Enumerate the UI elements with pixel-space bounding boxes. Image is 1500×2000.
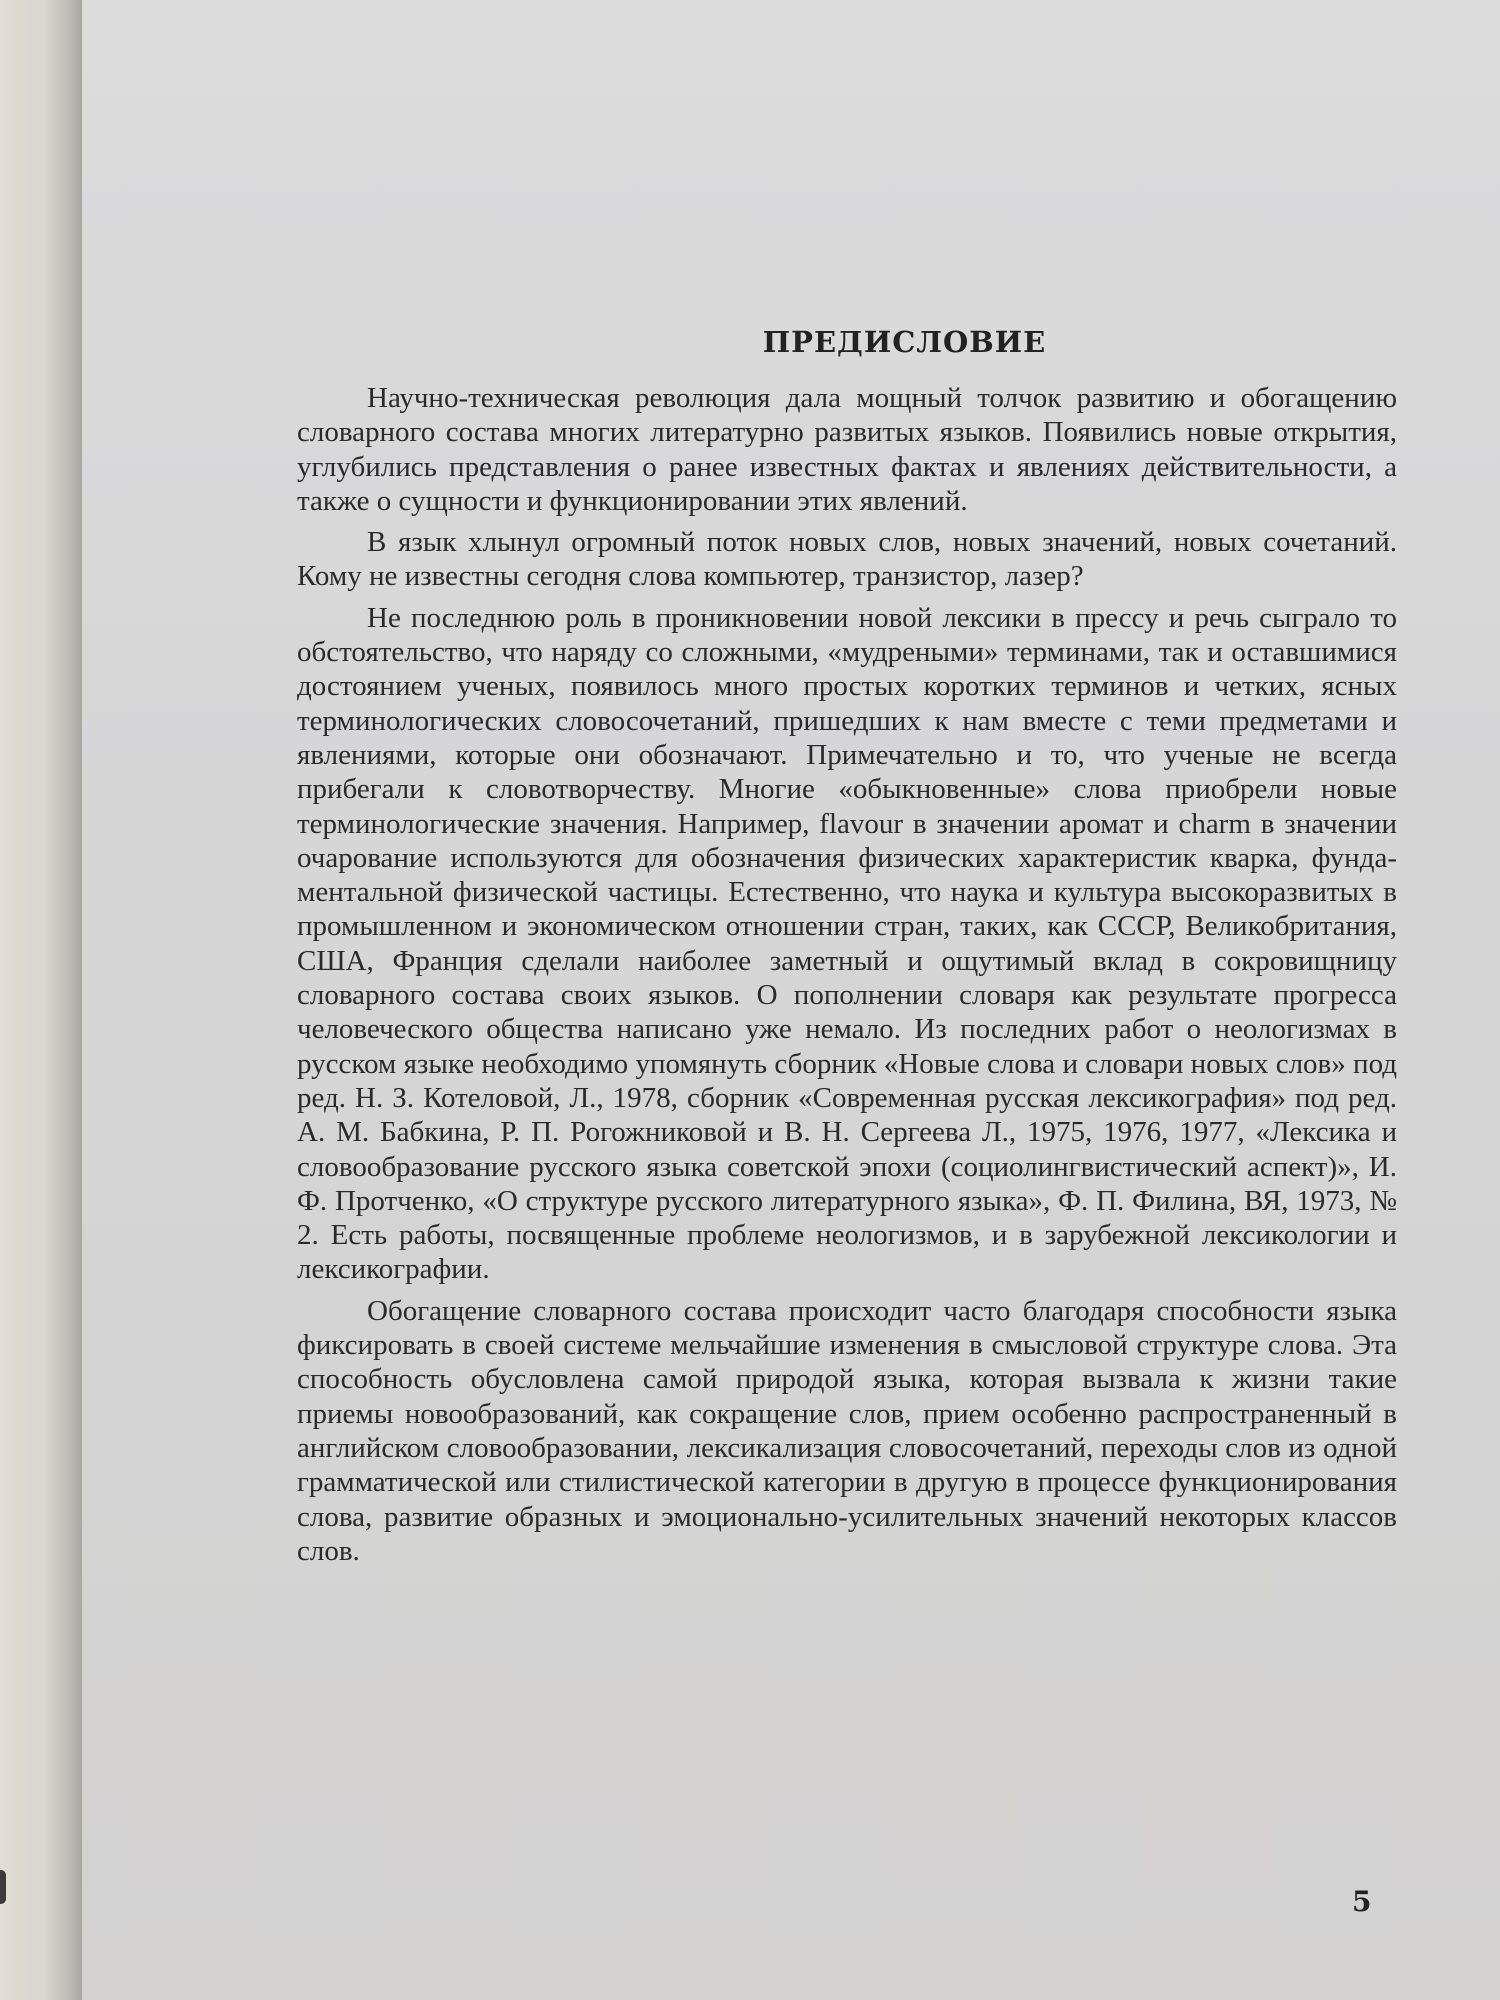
book-page [82, 0, 1500, 2000]
binding-mark [0, 1870, 6, 1904]
paragraph-3: Не последнюю роль в проникновении новой лексики в прессу и речь сыграло то обстоятельство, что наряду со сложными, «мудреными» терминами, так и оставшимися достоянием ученых, появилось много простых коротких терминов и четких, ясных терминологических словосочетаний, пришедших к нам вместе с теми предметами и явлениями, которые они обозначают. Примечательно и то, что ученые не всегда прибегали к словотворчеству. Многие «обыкновенные» слова приобрели новые терминологические значения. Например, flavour в значении аромат и charm в значении очарование используются для обозначения физических характеристик кварка, фундаментальной физической частицы. Естественно, что наука и культура высокоразвитых в промышленном и экономическом отношении стран, таких, как СССР, Великобритания, США, Франция сделали наиболее заметный и ощутимый вклад в сокровищницу словарного состава своих языков. О пополнении словаря как результате прогресса человеческого общества написано уже немало. Из последних работ о неологизмах в русском языке необходимо упомянуть сборник «Новые слова и словари новых слов» под ред. Н. З. Котеловой, Л., 1978, сборник «Современная русская лексикография» под ред. А. М. Бабкина, Р. П. Рогожниковой и В. Н. Сергеева Л., 1975, 1976, 1977, «Лексика и словообразование русского языка советской эпохи (социолингвистический аспект)», И. Ф. Протченко, «О структуре русского литературного языка», Ф. П. Филина, ВЯ, 1973, № 2. Есть работы, посвященные проблеме неологизмов, и в зарубежной лексикологии и лексикографии. [297, 601, 1397, 1286]
paragraph-1: Научно-техническая революция дала мощный толчок развитию и обогащению словарного состава многих литературно развитых языков. Появились новые открытия, углубились представления о ранее известных фактах и явлениях действительности, а также о сущности и функционировании этих явлений. [297, 382, 1397, 517]
page-title: ПРЕДИСЛОВИЕ [762, 325, 1047, 359]
paragraph-2: В язык хлынул огромный поток новых слов, новых значений, новых сочетаний. Кому не известны сегодня слова компьютер, транзистор, лазер? [297, 526, 1397, 593]
text-block [297, 325, 1397, 1575]
page-edge [0, 0, 82, 2000]
paragraph-4: Обогащение словарного состава происходит часто благодаря способности языка фиксировать в своей системе мельчайшие изменения в смысловой структуре слова. Эта способность обусловлена самой природой языка, которая вызвала к жизни такие приемы новообразований, как сокращение слов, прием особенно распространенный в английском словообразовании, лексикализация словосочетаний, переходы слов из одной грамматической или стилистической категории в другую в процессе функционирования слова, развитие образных и эмоционально-усилительных значений некоторых классов слов. [297, 1294, 1397, 1567]
page-number: 5 [1352, 1885, 1372, 1918]
